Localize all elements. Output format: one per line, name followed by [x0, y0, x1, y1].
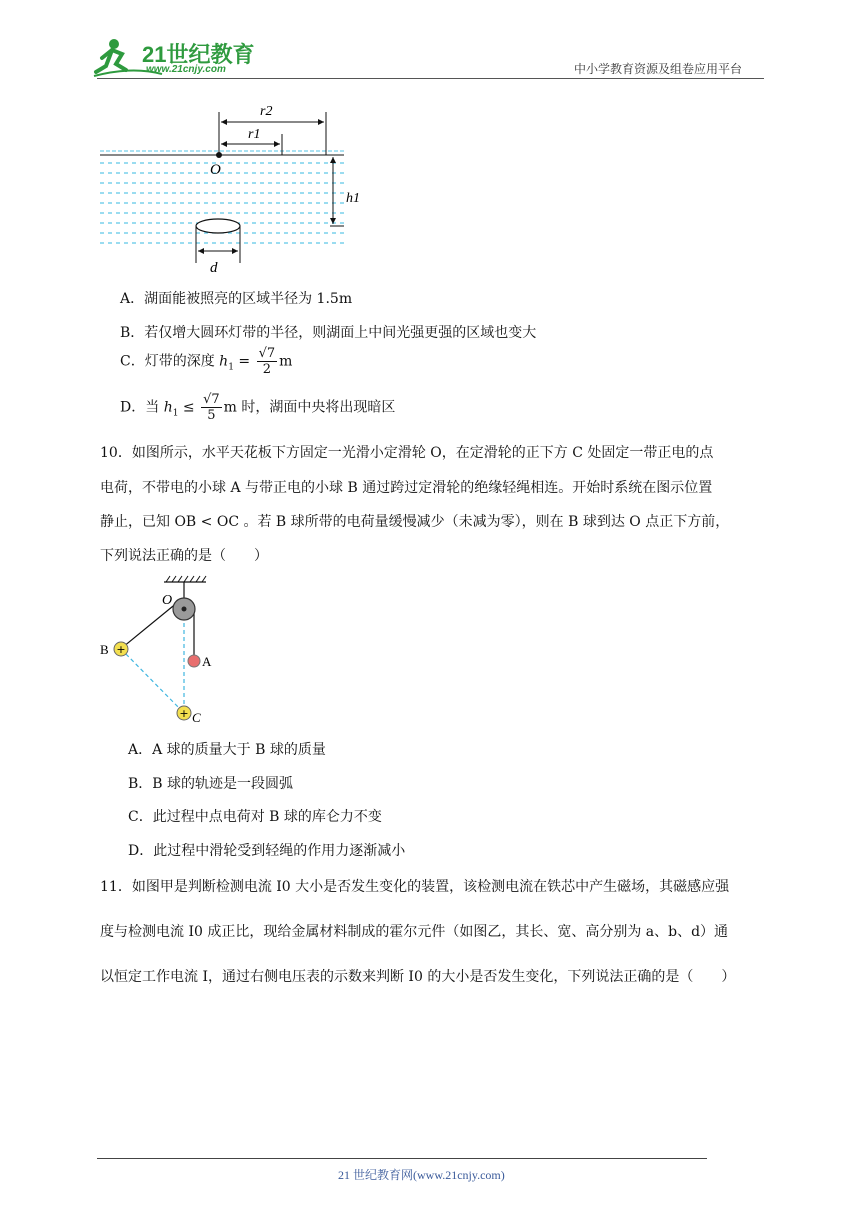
q9-option-c-fraction [257, 346, 278, 377]
header-divider [97, 78, 764, 79]
label-h1: h1 [346, 191, 360, 206]
logo-main-text: 21世纪教育 [142, 42, 255, 67]
q9-option-d-eq: ≤ [178, 399, 200, 416]
footer-text: 21 世纪教育网(www.21cnjy.com) [338, 1168, 505, 1182]
q9-option-c-num: √7 [258, 346, 276, 361]
ball-b-plus: + [116, 643, 126, 656]
footer-divider [97, 1158, 707, 1159]
label-o: O [162, 593, 173, 608]
q10-line-1: 10．如图所示，水平天花板下方固定一光滑小定滑轮 O，在定滑轮的正下方 C 处固定一带正电的点 [100, 445, 714, 461]
label-d: d [210, 260, 218, 276]
q10-option-a: A．A 球的质量大于 B 球的质量 [128, 742, 326, 758]
q9-option-c-den: 2 [262, 362, 271, 377]
label-c: C [192, 710, 201, 725]
q9-option-c-eq: = [233, 353, 255, 370]
ball-a [188, 655, 200, 667]
q9-option-c-sub: 1 [228, 362, 234, 373]
q10-option-c: C．此过程中点电荷对 B 球的库仑力不变 [128, 809, 382, 825]
logo-url-text: www.21cnjy.com [146, 64, 226, 75]
header-right-text: 中小学教育资源及组卷应用平台 [574, 62, 743, 76]
label-o: O [210, 162, 221, 178]
label-r2: r2 [260, 104, 273, 119]
q9-option-d-fraction [201, 392, 222, 423]
q9-option-d-var: h [163, 399, 173, 416]
q9-option-c-unit: m [279, 353, 293, 370]
q11-line-3: 以恒定工作电流 I，通过右侧电压表的示数来判断 I0 的大小是否发生变化，下列说法正确的是（ ） [100, 969, 736, 985]
q10-line-3: 静止，已知 OB < OC 。若 B 球所带的电荷量缓慢减少（未减为零），则在 B 球到达 O 点正下方前， [100, 514, 730, 530]
label-r1: r1 [248, 127, 261, 142]
q10-line-4: 下列说法正确的是（ ） [100, 548, 268, 564]
q11-line-1: 11．如图甲是判断检测电流 I0 大小是否发生变化的装置，该检测电流在铁芯中产生磁场，其磁感应强 [100, 879, 730, 895]
line-bc [121, 649, 184, 713]
ceiling-hatch [166, 576, 206, 582]
q9-option-d [120, 392, 395, 423]
pulley-diagram [98, 576, 228, 726]
q11-line-2: 度与检测电流 I0 成正比，现给金属材料制成的霍尔元件（如图乙，其长、宽、高分别为 a、b、d）通 [100, 924, 729, 940]
label-a: A [202, 654, 212, 669]
q9-option-c-var: h [219, 353, 229, 370]
q9-option-d-num: √7 [203, 392, 220, 407]
rope-ob [123, 602, 178, 647]
q9-option-c-prefix: C．灯带的深度 [120, 353, 215, 370]
q9-option-c [120, 346, 292, 377]
q9-option-d-sub: 1 [172, 408, 179, 419]
q9-option-b: B．若仅增大圆环灯带的半径，则湖面上中间光强更强的区域也变大 [120, 325, 537, 341]
label-b: B [100, 642, 109, 657]
q10-option-d: D．此过程中滑轮受到轻绳的作用力逐渐减小 [128, 843, 406, 859]
ring-light [196, 219, 240, 233]
water-region [100, 155, 344, 251]
charge-c-plus: + [179, 707, 189, 720]
q9-option-d-suffix: m 时，湖面中央将出现暗区 [223, 399, 396, 416]
q10-option-b: B．B 球的轨迹是一段圆弧 [128, 776, 294, 792]
q9-option-a: A．湖面能被照亮的区域半径为 1.5m [120, 291, 353, 307]
q9-option-d-den: 5 [207, 408, 216, 423]
q9-option-d-prefix: D．当 [120, 399, 160, 416]
lake-diagram [100, 98, 360, 278]
q10-line-2: 电荷，不带电的小球 A 与带正电的小球 B 通过跨过定滑轮的绝缘轻绳相连。开始时系统在图示位置 [100, 480, 713, 496]
